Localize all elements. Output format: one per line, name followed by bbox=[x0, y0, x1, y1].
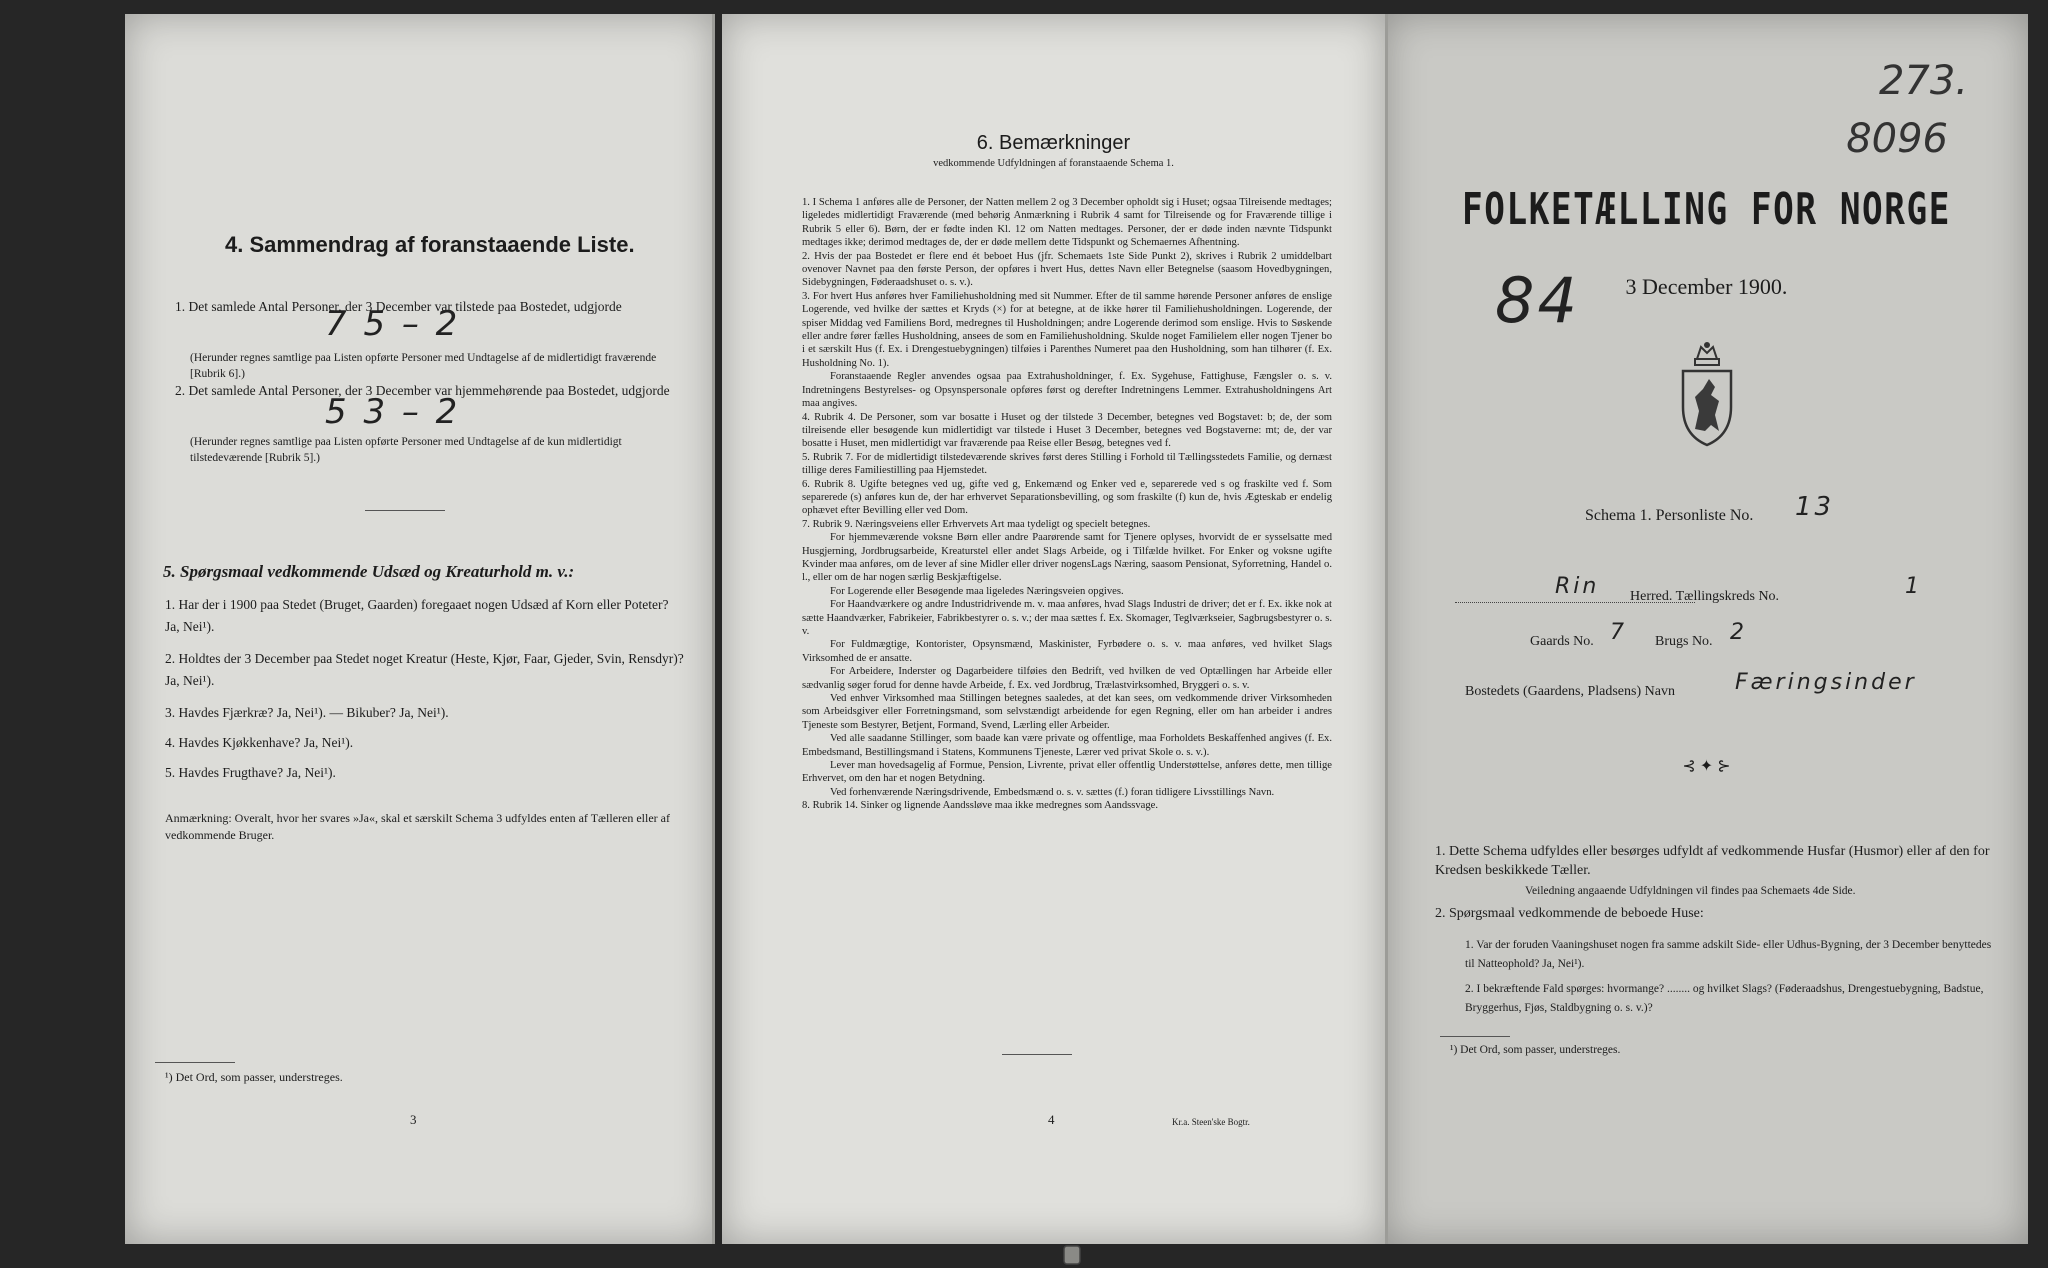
item2-text: 2. Det samlede Antal Personer, der 3 December var hjemmehørende paa Bostedet, udgjorde bbox=[175, 383, 670, 398]
remarks-body bbox=[802, 196, 1332, 813]
section-6-title: 6. Bemærkninger bbox=[976, 132, 1131, 154]
page-remarks bbox=[722, 14, 1385, 1244]
remark: Anmærkning: Overalt, hvor her svares »Ja«, skal et særskilt Schema 3 udfyldes enten af Tælleren eller af vedkommende Bruger. bbox=[165, 811, 670, 842]
remark-paragraph: 2. Hvis der paa Bostedet er flere end ét beboet Hus (jfr. Schemaets 1ste Side Punkt 2), skrives i Rubrik 2 umiddelbart ovenover Navnet paa den første Person, der opføres i hvert Hus, dettes Navn eller Betegnelse (saasom Hovedbygningen, Sidebygningen, Føderaadshuset o. s. v.). bbox=[802, 250, 1332, 289]
question-1: 1. Har der i 1900 paa Stedet (Bruget, Gaarden) foregaaet nogen Udsæd af Korn eller Poteter? Ja, Nei¹). bbox=[165, 597, 669, 634]
remark-paragraph: 1. I Schema 1 anføres alle de Personer, der Natten mellem 2 og 3 December opholdt sig i Huset; ogsaa Tilreisende medtages; ligeledes midlertidigt Fraværende (med behørig Anmærkning i Rubrik 4 samt for Tilreisende og for Fraværende tillige i Rubrik 5 eller 6). Børn, der er fødte inden Kl. 12 om Natten medtages. Personer, der er døde inden nævnte Tidspunkt medtages ikke; derimod medtages de, der er døde mellem dette Tidspunkt og Schemaernes Afhentning. bbox=[802, 197, 1332, 249]
remark-paragraph: 4. Rubrik 4. De Personer, som var bosatte i Huset og der tilstede 3 December, betegnes ved Bogstavet: b; de, der som tilreisende eller besøgende kun midlertidigt var tilstede i Huset 3 December, betegnes ved Bogstaverne: mt; de, der var bosatte i Huset, men midlertidigt var fraværende paa Reise eller Besøg, betegnes ved f. bbox=[802, 411, 1332, 450]
instruction-1-note: Veiledning angaaende Udfyldningen vil findes paa Schemaets 4de Side. bbox=[1525, 885, 1856, 897]
section-5-title: 5. Spørgsmaal vedkommende Udsæd og Kreaturhold m. v.: bbox=[163, 562, 575, 581]
instruction-2: 2. Spørgsmaal vedkommende de beboede Huse: bbox=[1435, 906, 1704, 921]
divider bbox=[1002, 1054, 1072, 1055]
bosted-name: Færingsinder bbox=[1735, 670, 1917, 695]
question-3: 3. Havdes Fjærkræ? Ja, Nei¹). — Bikuber? Ja, Nei¹). bbox=[165, 705, 449, 720]
section-6-subtitle: vedkommende Udfyldningen af foranstaaende Schema 1. bbox=[933, 158, 1174, 169]
bosted-label: Bostedets (Gaardens, Pladsens) Navn bbox=[1465, 684, 1675, 699]
remark-paragraph: 8. Rubrik 14. Sinker og lignende Aandssløve maa ikke medregnes som Aandssvage. bbox=[802, 800, 1159, 812]
item1-text: 1. Det samlede Antal Personer, der 3 December var tilstede paa Bostedet, udgjorde bbox=[175, 299, 622, 314]
question-5: 5. Havdes Frugthave? Ja, Nei¹). bbox=[165, 765, 336, 780]
remark-paragraph: For Haandværkere og andre Industridrivende m. v. maa anføres, hvad Slags Industri de driver; det er f. Ex. ikke nok at sætte Haandværker, Fabrikeier, Fabrikbestyrer o. s. v.; der maa sættes f. Ex. Skomager, Teglværkseier, Sagbrugsbestyrer o. s. v. bbox=[802, 599, 1332, 637]
footnote-rule bbox=[1440, 1036, 1510, 1037]
corner-number-1: 273. bbox=[1878, 58, 1968, 104]
printer-mark: Kr.a. Steen'ske Bogtr. bbox=[1172, 1117, 1250, 1127]
remark-paragraph: Ved alle saadanne Stillinger, som baade kan være private og offentlige, maa Forholdets Beskaffenhed angives (f. Ex. Embedsmand, Bestillingsmand i Statens, Kommunens Tjeneste, Lærer ved privat Skole o. s. v.). bbox=[802, 733, 1332, 758]
remark-paragraph: Ved enhver Virksomhed maa Stillingen betegnes saaledes, at det kan sees, om vedkommende driver Virksomheden som Arbeidsgiver eller Forretningsmand, som selvstændigt arbeidende for egen Regning, eller om han arbeider i andres Tjeneste som Bestyrer, Betjent, Formand, Svend, Lærling eller Arbeider. bbox=[802, 693, 1332, 731]
herred-name: Rin bbox=[1555, 574, 1600, 599]
footnote: ¹) Det Ord, som passer, understreges. bbox=[1450, 1044, 1621, 1056]
footnote: ¹) Det Ord, som passer, understreges. bbox=[165, 1070, 343, 1084]
handwritten-84: 84 bbox=[1495, 264, 1580, 337]
divider bbox=[365, 510, 445, 511]
item2-note: (Herunder regnes samtlige paa Listen opførte Personer med Undtagelse af de kun midlertidigt tilstedeværende [Rubrik 5].) bbox=[190, 436, 622, 464]
spine-fold bbox=[1385, 14, 1388, 1244]
corner-number-2: 8096 bbox=[1846, 116, 1948, 162]
remark-paragraph: Ved forhenværende Næringsdrivende, Embedsmænd o. s. v. sættes (f.) foran tidligere Livsstillings Navn. bbox=[830, 786, 1275, 798]
footnote-rule bbox=[155, 1062, 235, 1063]
remark-paragraph: 3. For hvert Hus anføres hver Familiehusholdning med sit Nummer. Efter de til samme hørende Personer anføres de enslige Logerende, ved hvilke der sættes et Kryds (×) for at betegne, at de ikke hører til Familiehusholdningen. Logerende, der spiser Middag ved Familiens Bord, medregnes til Husholdningen; andre Logerende derimod som enslige. Hvis to Søskende eller andre fører fælles Husholdning, ansees de som en Familiehusholdning. Skulde noget Familielem eller nogen Tjener bo i et særskilt Hus (f. Ex. i Drengestuebygningen) tilføies i Parenthes Numeret paa den Husholdning, som han tilhører (f. Ex. Husholdning No. 1). bbox=[802, 290, 1332, 369]
brugs-label: Brugs No. bbox=[1655, 634, 1713, 649]
item1-note: (Herunder regnes samtlige paa Listen opførte Personer med Undtagelse af de midlertidigt fraværende [Rubrik 6].) bbox=[190, 352, 657, 380]
remark-paragraph: Foranstaaende Regler anvendes ogsaa paa Extrahusholdninger, f. Ex. Sygehuse, Fattighuse, Fængsler o. s. v. Indretningens Bestyrelses- og Opsynspersonale opføres først og derefter Indretningens Lemmer. Extrahusholdningens Art maa angives. bbox=[802, 371, 1332, 410]
schema-label: Schema 1. Personliste No. bbox=[1585, 507, 1754, 524]
page-number: 4 bbox=[1048, 1112, 1055, 1127]
instruction-2-1: 1. Var der foruden Vaaningshuset nogen fra samme adskilt Side- eller Udhus-Bygning, der 3 December benyttedes til Natteophold? Ja, Nei¹). bbox=[1465, 939, 1992, 970]
schema-number: 13 bbox=[1795, 492, 1835, 522]
item2-handwritten: 5 3 – 2 bbox=[325, 392, 461, 432]
census-date: 3 December 1900. bbox=[1625, 274, 1788, 299]
binding-clip-icon bbox=[1060, 1244, 1084, 1266]
brugs-number: 2 bbox=[1730, 620, 1747, 645]
remark-paragraph: For Arbeidere, Inderster og Dagarbeidere tilføies den Bedrift, ved hvilken de ved Optællingen har Arbeide eller sædvanlig søger forud for denne havde Arbeide, f. Ex. ved Jordbrug, Trælastvirksomhed, Bryggeri o. s. v. bbox=[802, 666, 1332, 691]
remark-paragraph: Lever man hovedsagelig af Formue, Pension, Livrente, privat eller offentlig Understøttelse, anføres dette, men tillige Erhvervet, om den har et nogen Betydning. bbox=[802, 760, 1332, 785]
page-edge bbox=[712, 14, 715, 1244]
remark-paragraph: For Logerende eller Besøgende maa ligeledes Næringsveien opgives. bbox=[830, 585, 1124, 597]
kreds-number: 1 bbox=[1905, 574, 1922, 599]
gaards-label: Gaards No. bbox=[1530, 634, 1594, 649]
instruction-1: 1. Dette Schema udfyldes eller besørges udfyldt af vedkommende Husfar (Husmor) eller af den for Kredsen beskikkede Tæller. bbox=[1435, 844, 1990, 878]
remark-paragraph: 5. Rubrik 7. For de midlertidigt tilstedeværende skrives først deres Stilling i Forhold til Tællingsstedets Familie, og dernæst tillige deres Familiestilling paa Hjemstedet. bbox=[802, 451, 1332, 477]
remark-paragraph: 7. Rubrik 9. Næringsveiens eller Erhvervets Art maa tydeligt og specielt betegnes. bbox=[802, 518, 1151, 530]
page-number: 3 bbox=[410, 1112, 417, 1127]
page-cover bbox=[1385, 14, 2028, 1244]
cover-title: FOLKETÆLLING FOR NORGE bbox=[1462, 184, 1951, 235]
coat-of-arms-icon bbox=[1675, 339, 1739, 449]
section-4-title: 4. Sammendrag af foranstaaende Liste. bbox=[225, 232, 635, 257]
page-summary bbox=[125, 14, 715, 1244]
instruction-2-2: 2. I bekræftende Fald spørges: hvormange? ........ og hvilket Slags? (Føderaadshus, Drengestuebygning, Badstue, Bryggerhus, Fjøs, Staldbygning o. s. v.)? bbox=[1465, 983, 1984, 1014]
question-4: 4. Havdes Kjøkkenhave? Ja, Nei¹). bbox=[165, 735, 354, 750]
item1-handwritten: 7 5 – 2 bbox=[325, 304, 461, 344]
remark-paragraph: 6. Rubrik 8. Ugifte betegnes ved ug, gifte ved g, Enkemænd og Enker ved e, separerede ved s og fraskilte ved f. Som separerede (s) anføres kun de, der har erhvervet Separationsbevilling, og som fraskilte (f) kun de, hvis Ægteskab er endelig ophævet efter Bevilling eller ved Dom. bbox=[802, 478, 1332, 517]
gaards-number: 7 bbox=[1610, 620, 1627, 645]
remark-paragraph: For hjemmeværende voksne Børn eller andre Paarørende samt for Tjenere oplyses, hvorvidt de er sysselsatte med Husgjerning, Jordbrugsarbeide, Kreaturstel eller andet Slags Arbeide, og i Tilfælde hvilket. For Enker og voksne ugifte Kvinder maa anføres, om de lever af sine Midler eller driver nogensLags Næring, saasom Pensionat, Syforretning, Handel o. l., eller om de har nogen særlig Beskjæftigelse. bbox=[802, 532, 1332, 584]
remark-paragraph: For Fuldmægtige, Kontorister, Opsynsmænd, Maskinister, Fyrbødere o. s. v. maa anføres, ved hvilket Slags Virksomhed de er ansatte. bbox=[802, 639, 1332, 664]
ornament: ⊰ ✦ ⊱ bbox=[1682, 758, 1731, 775]
question-2: 2. Holdtes der 3 December paa Stedet noget Kreatur (Heste, Kjør, Faar, Gjeder, Svin, Rensdyr)? Ja, Nei¹). bbox=[165, 651, 684, 688]
herred-label: Herred. Tællingskreds No. bbox=[1630, 589, 1780, 604]
